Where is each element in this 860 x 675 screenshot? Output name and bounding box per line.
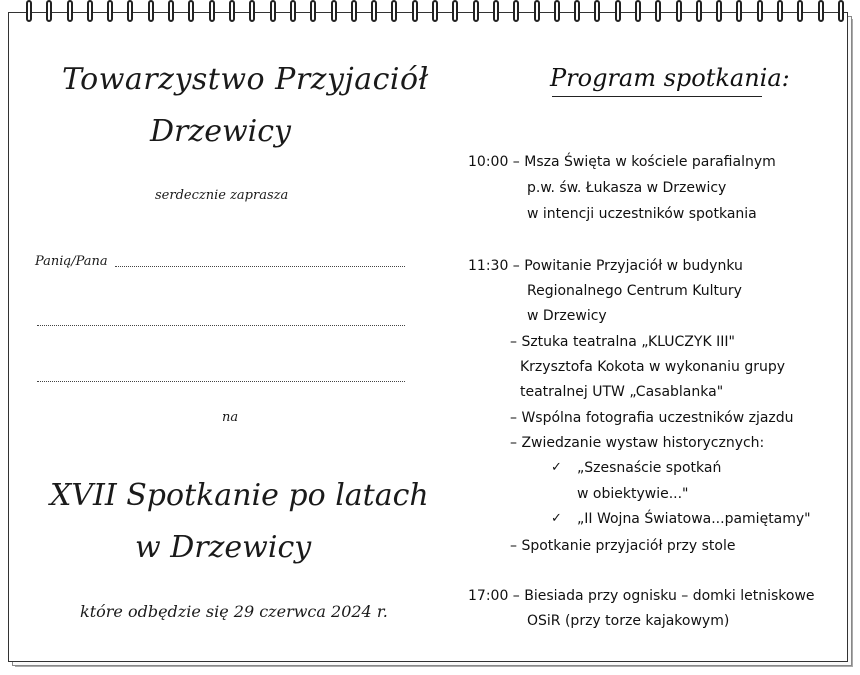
spiral-ring xyxy=(757,0,763,22)
spiral-ring xyxy=(676,0,682,22)
spiral-ring xyxy=(493,0,499,22)
program-line: 10:00 – Msza Święta w kościele parafialnym xyxy=(468,154,776,170)
program-line: teatralnej UTW „Casablanka" xyxy=(520,384,724,400)
spiral-ring xyxy=(229,0,235,22)
spiral-ring xyxy=(432,0,438,22)
spiral-ring xyxy=(452,0,458,22)
spiral-ring xyxy=(554,0,560,22)
program-title-underline xyxy=(552,96,762,97)
program-line: – Sztuka teatralna „KLUCZYK III" xyxy=(510,334,735,350)
spiral-ring xyxy=(127,0,133,22)
spiral-ring xyxy=(696,0,702,22)
program-line: w obiektywie..." xyxy=(577,486,689,502)
event-date: które odbędzie się 29 czerwca 2024 r. xyxy=(80,602,388,621)
spiral-ring xyxy=(87,0,93,22)
spiral-ring xyxy=(371,0,377,22)
organization-name: Towarzystwo Przyjaciół xyxy=(62,62,429,97)
spiral-ring xyxy=(473,0,479,22)
event-location: w Drzewicy xyxy=(135,530,312,565)
checkmark-icon: ✓ xyxy=(551,460,562,475)
program-line: Krzysztofa Kokota w wykonaniu grupy xyxy=(520,359,786,375)
spiral-ring xyxy=(270,0,276,22)
spiral-ring xyxy=(736,0,742,22)
recipient-line-1 xyxy=(115,266,405,267)
program-line: „Szesnaście spotkań xyxy=(577,460,722,476)
program-title: Program spotkania: xyxy=(550,64,790,92)
program-line: 11:30 – Powitanie Przyjaciół w budynku xyxy=(468,258,743,274)
program-line: OSiR (przy torze kajakowym) xyxy=(527,613,730,629)
spiral-ring xyxy=(331,0,337,22)
spiral-ring xyxy=(310,0,316,22)
recipient-label: Panią/Pana xyxy=(35,254,108,269)
spiral-ring xyxy=(777,0,783,22)
event-title: XVII Spotkanie po latach xyxy=(50,478,429,513)
spiral-ring xyxy=(655,0,661,22)
recipient-line-2 xyxy=(37,325,405,326)
spiral-ring xyxy=(574,0,580,22)
spiral-ring xyxy=(107,0,113,22)
on-text: na xyxy=(222,410,239,425)
program-line: „II Wojna Światowa...pamiętamy" xyxy=(577,511,811,527)
spiral-ring xyxy=(26,0,32,22)
program-line: p.w. św. Łukasza w Drzewicy xyxy=(527,180,727,196)
program-line: w Drzewicy xyxy=(527,308,607,324)
program-line: – Spotkanie przyjaciół przy stole xyxy=(510,538,736,554)
spiral-ring xyxy=(412,0,418,22)
program-line: w intencji uczestników spotkania xyxy=(527,206,757,222)
recipient-line-3 xyxy=(37,381,405,382)
spiral-ring xyxy=(615,0,621,22)
organization-town: Drzewicy xyxy=(150,114,291,149)
spiral-ring xyxy=(818,0,824,22)
spiral-ring xyxy=(290,0,296,22)
spiral-ring xyxy=(351,0,357,22)
program-line: – Wspólna fotografia uczestników zjazdu xyxy=(510,410,794,426)
spiral-ring xyxy=(67,0,73,22)
spiral-ring xyxy=(716,0,722,22)
spiral-ring xyxy=(635,0,641,22)
spiral-ring xyxy=(188,0,194,22)
spiral-ring xyxy=(534,0,540,22)
spiral-ring xyxy=(168,0,174,22)
spiral-ring xyxy=(209,0,215,22)
spiral-ring xyxy=(148,0,154,22)
spiral-ring xyxy=(838,0,844,22)
program-line: – Zwiedzanie wystaw historycznych: xyxy=(510,435,765,451)
spiral-ring xyxy=(46,0,52,22)
spiral-ring xyxy=(594,0,600,22)
spiral-ring xyxy=(513,0,519,22)
spiral-binding xyxy=(0,0,860,30)
checkmark-icon: ✓ xyxy=(551,511,562,526)
spiral-ring xyxy=(391,0,397,22)
spiral-ring xyxy=(249,0,255,22)
program-line: Regionalnego Centrum Kultury xyxy=(527,283,742,299)
invites-text: serdecznie zaprasza xyxy=(155,188,289,203)
program-line: 17:00 – Biesiada przy ognisku – domki letniskowe xyxy=(468,588,815,604)
spiral-ring xyxy=(797,0,803,22)
